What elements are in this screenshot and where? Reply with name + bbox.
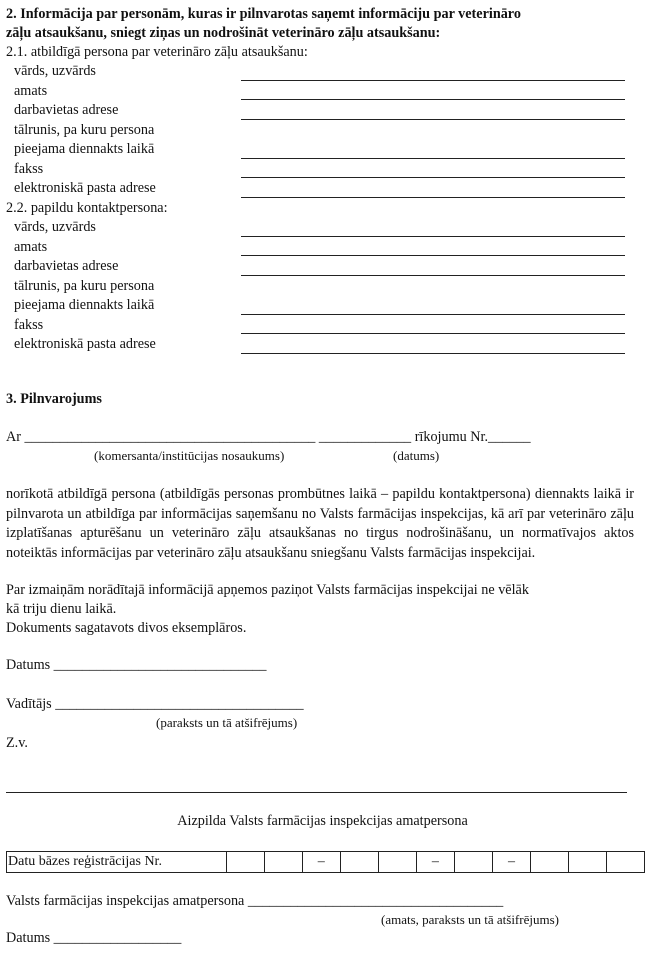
sub1-label-fax: fakss <box>14 161 44 177</box>
sub1-title: 2.1. atbildīgā persona par veterināro zāļu atsaukšanu: <box>6 44 308 60</box>
reg-cell[interactable] <box>226 852 264 873</box>
sub1-label-phone2: pieejama diennakts laikā <box>14 141 155 157</box>
datums-field[interactable]: Datums ______________________________ <box>6 657 267 673</box>
sub2-label-phone: tālrunis, pa kuru persona <box>14 278 155 294</box>
reg-cell-dash: – <box>492 852 530 873</box>
reg-cell[interactable] <box>264 852 302 873</box>
changes-line1: Par izmaiņām norādītajā informācijā apņemos paziņot Valsts farmācijas inspekcijai ne vēlāk <box>6 582 529 598</box>
order-number-field[interactable]: rīkojumu Nr.______ <box>414 429 531 445</box>
sub1-email-field[interactable] <box>241 197 625 198</box>
reg-cell[interactable] <box>378 852 416 873</box>
inspection-title: Aizpilda Valsts farmācijas inspekcijas amatpersona <box>177 813 468 829</box>
seal-label: Z.v. <box>6 735 28 751</box>
reg-cell[interactable] <box>340 852 378 873</box>
sub1-phone-field[interactable] <box>241 158 625 159</box>
sub2-label-fax: fakss <box>14 317 44 333</box>
reg-cell[interactable] <box>531 852 569 873</box>
sub2-label-address: darbavietas adrese <box>14 258 119 274</box>
copies-note: Dokuments sagatavots divos eksemplāros. <box>6 620 247 636</box>
ar-line <box>6 428 531 448</box>
ar-prefix: Ar <box>6 429 21 445</box>
sub1-position-field[interactable] <box>241 99 625 100</box>
sub2-name-field[interactable] <box>241 236 625 237</box>
sub2-position-field[interactable] <box>241 255 625 256</box>
registration-number-table <box>6 851 645 873</box>
order-date-field[interactable]: _____________ <box>318 429 412 445</box>
vaditajs-field[interactable]: Vadītājs ___________________________________ <box>6 696 304 712</box>
inspection-datums-field[interactable]: Datums __________________ <box>6 930 182 946</box>
section2-heading-line1: 2. Informācija par personām, kuras ir pilnvarotas saņemt informāciju par veterināro <box>6 6 521 22</box>
sub1-label-email: elektroniskā pasta adrese <box>14 180 156 196</box>
official-caption: (amats, paraksts un tā atšifrējums) <box>381 912 559 927</box>
reg-cell-dash: – <box>302 852 340 873</box>
sub1-label-address: darbavietas adrese <box>14 102 119 118</box>
section2-heading-line2: zāļu atsaukšanu, sniegt ziņas un nodrošināt veterināro zāļu atsaukšanu: <box>6 25 441 41</box>
sub2-title: 2.2. papildu kontaktpersona: <box>6 200 168 216</box>
section3-heading: 3. Pilnvarojums <box>6 391 102 407</box>
reg-cell[interactable] <box>454 852 492 873</box>
sub2-fax-field[interactable] <box>241 333 625 334</box>
sub2-address-field[interactable] <box>241 275 625 276</box>
changes-line2: kā triju dienu laikā. <box>6 601 117 617</box>
sub2-label-email: elektroniskā pasta adrese <box>14 336 156 352</box>
sub1-fax-field[interactable] <box>241 177 625 178</box>
reg-cell[interactable] <box>606 852 644 873</box>
sub2-label-position: amats <box>14 239 48 255</box>
sub1-label-phone: tālrunis, pa kuru persona <box>14 122 155 138</box>
sub2-label-name: vārds, uzvārds <box>14 219 96 235</box>
sub1-label-name: vārds, uzvārds <box>14 63 96 79</box>
reg-cell-dash: – <box>416 852 454 873</box>
authorization-paragraph: norīkotā atbildīgā persona (atbildīgās personas prombūtnes laikā – papildu kontaktpersona) diennakts laikā ir pilnvarota un atbildīga par informācijas saņemšanu no Valsts farmācijas inspekcijas, kā arī par veterināro zāļu izplatīšanas apturēšanu un veterināro zāļu atsaukšanas no tirgus nodrošināšanu, un normatīvajos aktos noteiktās informācijas par veterināro zāļu atsaukšanu sniegšanu Valsts farmācijas inspekcijai. <box>6 486 634 561</box>
reg-cell[interactable] <box>568 852 606 873</box>
section-divider <box>6 792 627 793</box>
company-name-field[interactable]: _________________________________________ <box>24 429 316 445</box>
vaditajs-caption: (paraksts un tā atšifrējums) <box>156 715 298 730</box>
caption-company: (komersanta/institūcijas nosaukums) <box>94 448 285 463</box>
sub2-phone-field[interactable] <box>241 314 625 315</box>
official-field[interactable]: Valsts farmācijas inspekcijas amatpersona ____________________________________ <box>6 893 504 909</box>
sub1-name-field[interactable] <box>241 80 625 81</box>
sub1-label-position: amats <box>14 83 48 99</box>
caption-date: (datums) <box>393 448 440 463</box>
sub2-email-field[interactable] <box>241 353 625 354</box>
sub1-address-field[interactable] <box>241 119 625 120</box>
reg-label: Datu bāzes reģistrācijas Nr. <box>7 852 227 873</box>
sub2-label-phone2: pieejama diennakts laikā <box>14 297 155 313</box>
